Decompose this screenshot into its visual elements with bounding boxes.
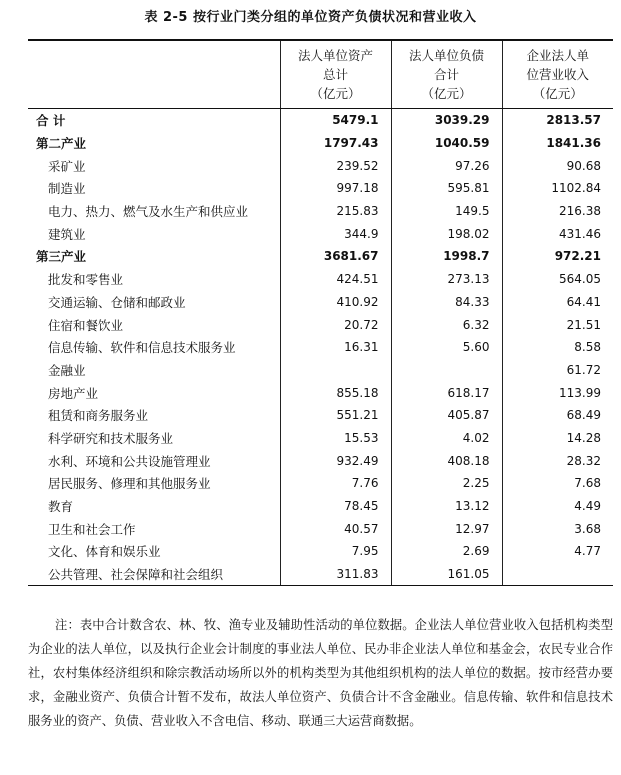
row-industry-name: 教育 [28,495,280,518]
table-row [28,132,613,155]
row-industry-name: 水利、环境和公共设施管理业 [28,449,280,472]
table-row [28,359,613,382]
row-liabilities-value: 12.97 [391,517,502,540]
row-industry-name: 建筑业 [28,222,280,245]
row-industry-name: 信息传输、软件和信息技术服务业 [28,336,280,359]
row-assets-value: 7.76 [280,472,391,495]
row-industry-name: 金融业 [28,359,280,382]
row-liabilities-value: 2.25 [391,472,502,495]
row-revenue-value: 4.49 [502,495,613,518]
row-industry-name: 文化、体育和娱乐业 [28,540,280,563]
row-revenue-value: 113.99 [502,381,613,404]
row-industry-name: 房地产业 [28,381,280,404]
table-row [28,472,613,495]
table-row [28,245,613,268]
row-revenue-value: 431.46 [502,222,613,245]
row-assets-value: 40.57 [280,517,391,540]
row-liabilities-value: 405.87 [391,404,502,427]
row-assets-value [280,359,391,382]
row-assets-value: 239.52 [280,154,391,177]
row-liabilities-value [391,359,502,382]
row-assets-value: 410.92 [280,291,391,314]
row-revenue-value: 2813.57 [502,109,613,132]
table-row [28,540,613,563]
row-industry-name: 租赁和商务服务业 [28,404,280,427]
row-revenue-value: 61.72 [502,359,613,382]
row-assets-value: 551.21 [280,404,391,427]
table-row [28,404,613,427]
row-revenue-value [502,563,613,586]
row-assets-value: 7.95 [280,540,391,563]
row-liabilities-value: 2.69 [391,540,502,563]
row-liabilities-value: 161.05 [391,563,502,586]
row-assets-value: 78.45 [280,495,391,518]
row-liabilities-value: 5.60 [391,336,502,359]
table-body [28,109,613,586]
row-industry-name: 采矿业 [28,154,280,177]
row-assets-value: 215.83 [280,200,391,223]
row-liabilities-value: 149.5 [391,200,502,223]
row-liabilities-value: 408.18 [391,449,502,472]
row-revenue-value: 3.68 [502,517,613,540]
row-revenue-value: 21.51 [502,313,613,336]
row-liabilities-value: 3039.29 [391,109,502,132]
row-revenue-value: 1102.84 [502,177,613,200]
row-revenue-value: 1841.36 [502,132,613,155]
row-liabilities-value: 198.02 [391,222,502,245]
row-liabilities-value: 273.13 [391,268,502,291]
row-assets-value: 1797.43 [280,132,391,155]
row-assets-value: 424.51 [280,268,391,291]
row-industry-name: 公共管理、社会保障和社会组织 [28,563,280,586]
table-row [28,449,613,472]
row-assets-value: 16.31 [280,336,391,359]
row-liabilities-value: 1040.59 [391,132,502,155]
row-assets-value: 344.9 [280,222,391,245]
row-assets-value: 3681.67 [280,245,391,268]
table-row [28,495,613,518]
row-liabilities-value: 4.02 [391,427,502,450]
row-revenue-value: 564.05 [502,268,613,291]
header-revenue: 企业法人单 位营业收入 （亿元） [502,40,613,109]
row-industry-name: 合 计 [28,109,280,132]
row-liabilities-value: 13.12 [391,495,502,518]
row-assets-value: 997.18 [280,177,391,200]
row-revenue-value: 8.58 [502,336,613,359]
row-industry-name: 卫生和社会工作 [28,517,280,540]
row-industry-name: 科学研究和技术服务业 [28,427,280,450]
row-revenue-value: 28.32 [502,449,613,472]
table-row [28,200,613,223]
table-row [28,381,613,404]
row-assets-value: 311.83 [280,563,391,586]
table-title: 表 2-5 按行业门类分组的单位资产负债状况和营业收入 [144,10,477,25]
row-industry-name: 第二产业 [28,132,280,155]
row-revenue-value: 7.68 [502,472,613,495]
table-row [28,177,613,200]
table-row [28,427,613,450]
header-industry [28,40,280,109]
row-liabilities-value: 6.32 [391,313,502,336]
table-row [28,154,613,177]
row-assets-value: 5479.1 [280,109,391,132]
row-industry-name: 制造业 [28,177,280,200]
row-industry-name: 第三产业 [28,245,280,268]
table-row [28,222,613,245]
table-row [28,563,613,586]
row-industry-name: 交通运输、仓储和邮政业 [28,291,280,314]
table-row [28,336,613,359]
row-liabilities-value: 97.26 [391,154,502,177]
row-liabilities-value: 595.81 [391,177,502,200]
row-industry-name: 住宿和餐饮业 [28,313,280,336]
row-revenue-value: 14.28 [502,427,613,450]
footnote: 注：表中合计数含农、林、牧、渔专业及辅助性活动的单位数据。企业法人单位营业收入包括机构类型为企业的法人单位，以及执行企业会计制度的事业法人单位、民办非企业法人单位和基金会，农民专业合作社，农村集体经济组织和除宗教活动场所以外的机构类型为其他组织机构的法人单位的数据。按市经营办要求，金融业资产、负债合计暂不发布，故法人单位资产、负债合计不含金融业。信息传输、软件和信息技术服务业的资产、负债、营业收入不含电信、移动、联通三大运营商数据。 [28,618,613,728]
header-assets: 法人单位资产 总计 （亿元） [280,40,391,109]
row-assets-value: 855.18 [280,381,391,404]
row-revenue-value: 4.77 [502,540,613,563]
row-revenue-value: 68.49 [502,404,613,427]
row-assets-value: 932.49 [280,449,391,472]
table-header-row [28,40,613,109]
row-revenue-value: 90.68 [502,154,613,177]
row-revenue-value: 972.21 [502,245,613,268]
table-row [28,517,613,540]
header-liabilities: 法人单位负债 合计 （亿元） [391,40,502,109]
row-liabilities-value: 618.17 [391,381,502,404]
table-row [28,268,613,291]
row-industry-name: 批发和零售业 [28,268,280,291]
row-industry-name: 电力、热力、燃气及水生产和供应业 [28,200,280,223]
row-assets-value: 15.53 [280,427,391,450]
row-liabilities-value: 1998.7 [391,245,502,268]
table-row [28,313,613,336]
row-liabilities-value: 84.33 [391,291,502,314]
row-revenue-value: 216.38 [502,200,613,223]
table-row [28,291,613,314]
data-table [28,39,613,586]
row-industry-name: 居民服务、修理和其他服务业 [28,472,280,495]
table-row [28,109,613,132]
row-assets-value: 20.72 [280,313,391,336]
row-revenue-value: 64.41 [502,291,613,314]
